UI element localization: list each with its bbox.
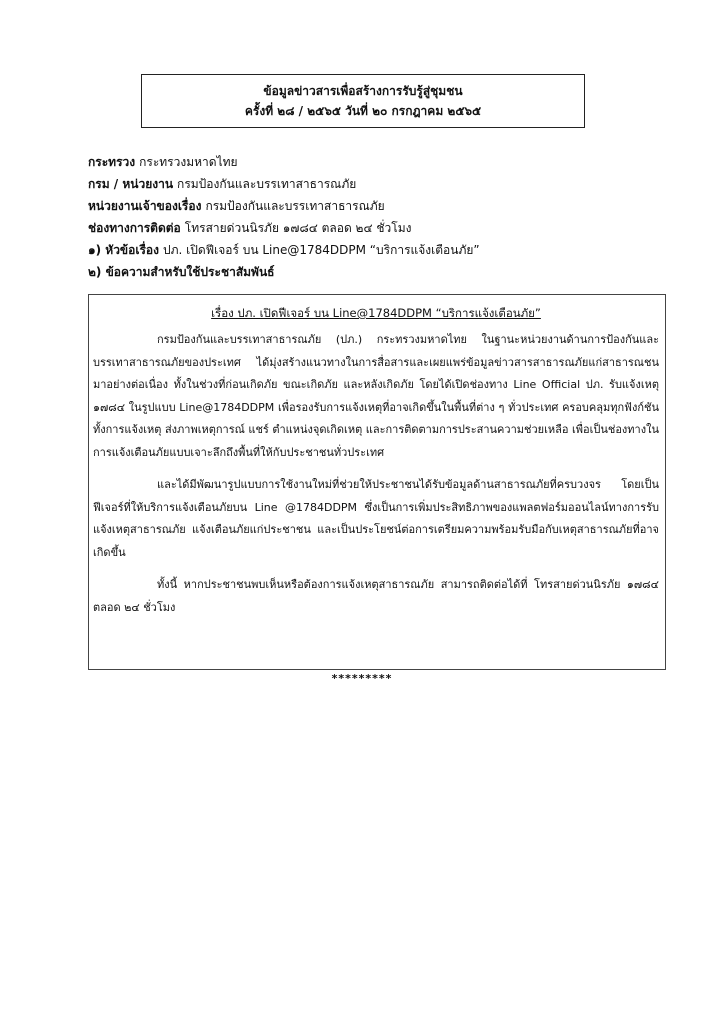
content-paragraph-3: ทั้งนี้ หากประชาชนพบเห็นหรือต้องการแจ้งเหตุสาธารณภัย สามารถติดต่อได้ที่ โทรสายด่วนนิรภัย ๑๗๘๔ ตลอด ๒๔ ชั่วโมง bbox=[93, 578, 659, 614]
department-value: กรมป้องกันและบรรเทาสาธารณภัย bbox=[177, 177, 357, 191]
end-marker: ********* bbox=[331, 672, 393, 685]
content-paragraph-1: กรมป้องกันและบรรเทาสาธารณภัย (ปภ.) กระทรวงมหาดไทย ในฐานะหน่วยงานด้านการป้องกันและบรรเทาสาธารณภัยของประเทศ ได้มุ่งสร้างแนวทางในการสื่อสารและเผยแพร่ข้อมูลข่าวสารสาธารณภัยแก่สาธารณชนมาอย่างต่อเนื่อง ทั้งในช่วงที่ก่อนเกิดภัย ขณะเกิดภัย และหลังเกิดภัย โดยได้เปิดช่องทาง Line Official ปภ. รับแจ้งเหตุ ๑๗๘๔ ในรูปแบบ Line@1784DDPM เพื่อรองรับการแจ้งเหตุที่อาจเกิดขึ้นในพื้นที่ต่าง ๆ ทั่วประเทศ ครอบคลุมทุกฟังก์ชัน ทั้งการแจ้งเหตุ ส่งภาพเหตุการณ์ แชร์ ตำแหน่งจุดเกิดเหตุ และการติดตามการประสานความช่วยเหลือ เพื่อเป็นช่องทางในการแจ้งเตือนภัยแบบเจาะลึกถึงพื้นที่ให้กับประชาชนทั่วประเทศ bbox=[93, 333, 659, 459]
topic-value: ปภ. เปิดฟีเจอร์ บน Line@1784DDPM “บริการแจ้งเตือนภัย” bbox=[162, 243, 480, 257]
content-box bbox=[88, 294, 666, 670]
meta-contact bbox=[88, 217, 668, 239]
contact-value: โทรสายด่วนนิรภัย ๑๗๘๔ ตลอด ๒๔ ชั่วโมง bbox=[184, 221, 412, 235]
content-title: เรื่อง ปภ. เปิดฟีเจอร์ บน Line@1784DDPM “บริการแจ้งเตือนภัย” bbox=[211, 306, 541, 320]
meta-section bbox=[88, 151, 668, 283]
ministry-label: กระทรวง bbox=[88, 155, 136, 169]
meta-department bbox=[88, 173, 668, 195]
header-issue-date: ครั้งที่ ๒๘ / ๒๕๖๕ วันที่ ๒๐ กรกฎาคม ๒๕๖๕ bbox=[244, 104, 482, 118]
meta-pr-heading bbox=[88, 261, 668, 283]
header-box bbox=[141, 74, 585, 128]
topic-label: ๑) หัวข้อเรื่อง bbox=[88, 243, 159, 257]
meta-topic bbox=[88, 239, 668, 261]
meta-ministry bbox=[88, 151, 668, 173]
meta-owner bbox=[88, 195, 668, 217]
department-label: กรม / หน่วยงาน bbox=[88, 177, 174, 191]
owner-label: หน่วยงานเจ้าของเรื่อง bbox=[88, 199, 202, 213]
ministry-value: กระทรวงมหาดไทย bbox=[139, 155, 238, 169]
pr-label: ๒) ข้อความสำหรับใช้ประชาสัมพันธ์ bbox=[88, 265, 275, 279]
contact-label: ช่องทางการติดต่อ bbox=[88, 221, 181, 235]
content-paragraph-2: และได้มีพัฒนารูปแบบการใช้งานใหม่ที่ช่วยให้ประชาชนได้รับข้อมูลด้านสาธารณภัยที่ครบวงจร โดยเป็นฟีเจอร์ที่ให้บริการแจ้งเตือนภัยบน Line @1784DDPM ซึ่งเป็นการเพิ่มประสิทธิภาพของแพลตฟอร์มออนไลน์ทางการรับแจ้งเหตุสาธารณภัย แจ้งเตือนภัยแก่ประชาชน และเป็นประโยชน์ต่อการเตรียมความพร้อมรับมือกับเหตุสาธารณภัยที่อาจเกิดขึ้น bbox=[93, 478, 659, 559]
header-title: ข้อมูลข่าวสารเพื่อสร้างการรับรู้สู่ชุมชน bbox=[263, 84, 463, 98]
owner-value: กรมป้องกันและบรรเทาสาธารณภัย bbox=[205, 199, 385, 213]
